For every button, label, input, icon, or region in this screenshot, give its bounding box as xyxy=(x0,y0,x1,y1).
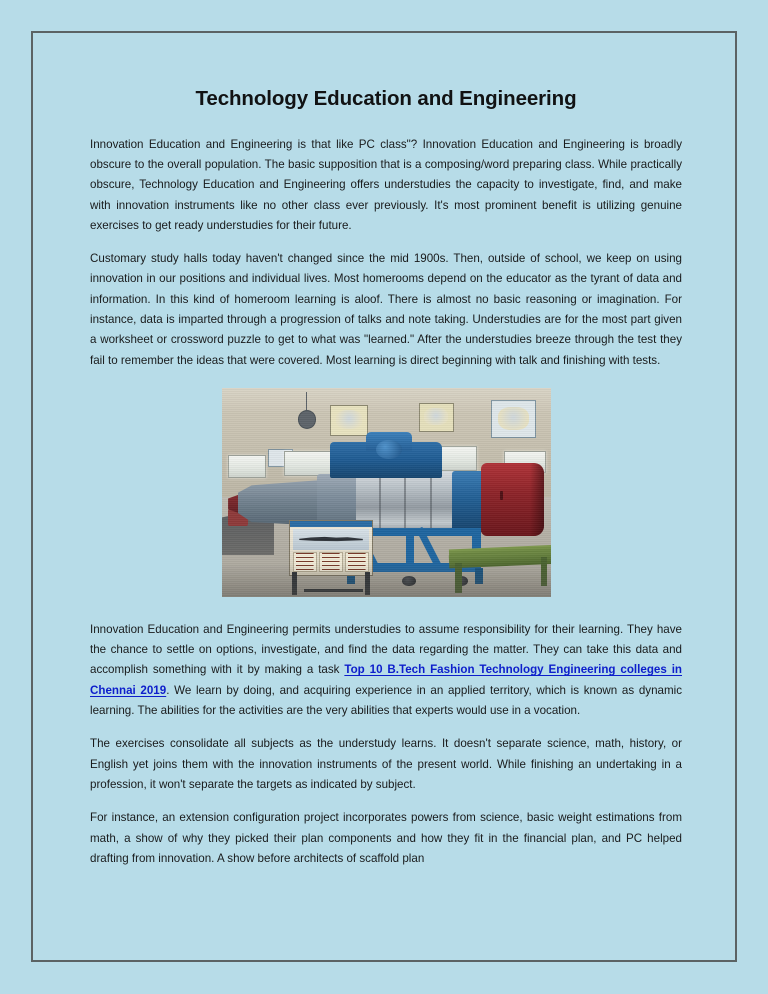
page-title: Technology Education and Engineering xyxy=(195,87,577,110)
paragraph-3 xyxy=(90,620,682,721)
paragraph-1: Innovation Education and Engineering is that like PC class"? Innovation Education and Engineering is broadly obscure to the overall population. The basic supposition that is a composing/word preparing class. While practically obscure, Technology Education and Engineering offers understudies the capacity to investigate, find, and make with innovation instruments like no other class ever previously. It's most prominent benefit is utilizing genuine exercises to get ready understudies for their future. xyxy=(90,137,682,232)
ceiling-fan-rod xyxy=(306,392,307,413)
window xyxy=(228,455,266,478)
wall-poster xyxy=(419,403,454,432)
wall-poster xyxy=(330,405,368,436)
paragraph-2: Customary study halls today haven't changed since the mid 1900s. Then, outside of school, we keep on using innovation in our positions and individual lives. Most homerooms depend on the educator as the tyrant of data and information. In this kind of homeroom learning is aloof. There is almost no basic reasoning or imagination. For instance, data is imparted through a progression of talks and note taking. Understudies are for the most part given a worksheet or crossword puzzle to get to what was "learned." After the understudies breeze through the test they fail to remember the ideas that were covered. Most learning is direct beginning with talk and finishing with tests. xyxy=(90,252,682,367)
wall-poster xyxy=(491,400,536,438)
floor-shadow xyxy=(222,563,551,596)
engine-red-intake xyxy=(481,463,544,536)
paragraph-3-text-after-link: . We learn by doing, and acquiring experience in an applied territory, which is known as dynamic learning. The abilities for the activities are the very abilities that experts would use in a vocation. xyxy=(90,683,682,718)
window xyxy=(284,451,335,476)
paragraph-3-text-before-link: Innovation Education and Engineering permits understudies to assume responsibility for their learning. They have the chance to settle on options, investigate, and find the data regarding the matter. They can take this data and accomplish something with it by making a task xyxy=(90,622,682,677)
figure-container xyxy=(90,388,682,602)
paragraph-4: The exercises consolidate all subjects as the understudy learns. It doesn't separate science, math, history, or English yet joins them with the innovation instruments of the present world. While finishing an undertaking in a profession, it won't separate the targets as indicated by subject. xyxy=(90,737,682,791)
page-frame xyxy=(31,31,737,962)
ceiling-fan-icon xyxy=(299,411,315,428)
paragraph-5: For instance, an extension configuration project incorporates powers from science, basic weight estimations from math, a show of why they picked their plan components and how they fit in the financial plan, and PC helped drafting from innovation. A show before architects of scaffold plan xyxy=(90,811,682,865)
turbine-engine-photo xyxy=(222,388,551,597)
document-content xyxy=(90,86,682,869)
colleges-article-link[interactable]: Top 10 B.Tech Fashion Technology Engineering colleges in Chennai 2019 xyxy=(90,663,682,697)
